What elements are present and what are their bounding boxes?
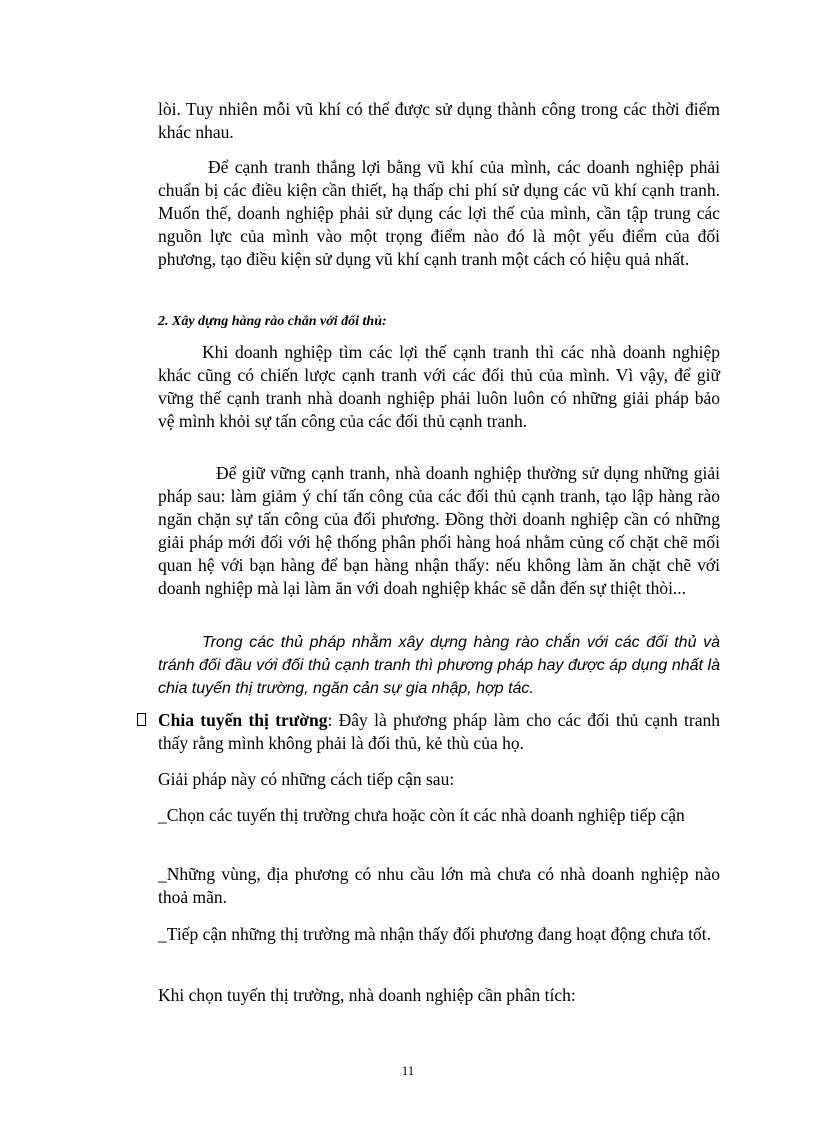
paragraph-competitor-strategy: Khi doanh nghiệp tìm các lợi thế cạnh tranh thì các nhà doanh nghiệp khác cũng có chiến lược cạnh tranh với các đối thủ của mình. Vì vậy, để giữ vững thế cạnh tranh nhà doanh nghiệp phải luôn luôn có những giải pháp bảo vệ mình khỏi sự tấn công của các đối thủ cạnh tranh.	[158, 342, 720, 431]
bullet-term: Chia tuyến thị trường	[158, 710, 328, 730]
paragraph-barrier-methods: Trong các thủ pháp nhằm xây dựng hàng rào chắn với các đối thủ và tránh đối đầu với đối thủ cạnh tranh thì phương pháp hay được áp dụng nhất là chia tuyến thị trường, ngăn cản sự gia nhập, hợp tác.	[158, 634, 720, 697]
paragraph-weapons-timing: lòi. Tuy nhiên mỗi vũ khí có thể được sử dụng thành công trong các thời điểm khác nhau.	[158, 99, 720, 142]
bullet-description: : Đây là phương pháp làm cho các đối thủ cạnh tranh thấy rằng mình không phải là đối thủ, kẻ thù của họ.	[158, 710, 720, 753]
list-item-untapped-markets: _Chọn các tuyến thị trường chưa hoặc còn ít các nhà doanh nghiệp tiếp cận	[158, 805, 685, 825]
page-number: 11	[401, 1063, 415, 1078]
bullet-market-division	[158, 709, 720, 755]
list-item-weak-competitors: _Tiếp cận những thị trường mà nhận thấy đối phương đang hoạt động chưa tốt.	[158, 924, 712, 944]
bullet-symbol-icon	[137, 713, 146, 726]
paragraph-approaches-intro: Giải pháp này có những cách tiếp cận sau:	[158, 769, 455, 789]
paragraph-defense-solutions: Để giữ vững cạnh tranh, nhà doanh nghiệp thường sử dụng những giải pháp sau: làm giảm ý chí tấn công của các đối thủ cạnh tranh, tạo lập hàng rào ngăn chặn sự tấn công của đối phương. Đồng thời doanh nghiệp cần có những giải pháp mới đối với hệ thống phân phối hàng hoá nhằm củng cố chặt chẽ mối quan hệ với bạn hàng để bạn hàng nhận thấy: nếu không làm ăn chặt chẽ với doanh nghiệp mà lại làm ăn với doah nghiệp khác sẽ dẫn đến sự thiệt thòi...	[158, 463, 720, 598]
list-item-high-demand-regions: _Những vùng, địa phương có nhu cầu lớn mà chưa có nhà doanh nghiệp nào thoả mãn.	[158, 864, 720, 907]
paragraph-competitive-weapons: Để cạnh tranh thắng lợi bằng vũ khí của mình, các doanh nghiệp phải chuẩn bị các điều kiện cần thiết, hạ thấp chi phí sử dụng các vũ khí cạnh tranh. Muốn thế, doanh nghiệp phải sử dụng các lợi thế của mình, cần tập trung các nguồn lực của mình vào một trọng điểm nào đó là một yếu điểm của đối phương, tạo điều kiện sử dụng vũ khí cạnh tranh một cách có hiệu quả nhất.	[158, 157, 720, 269]
paragraph-analysis-intro: Khi chọn tuyến thị trường, nhà doanh nghiệp cần phân tích:	[158, 985, 576, 1005]
section-heading: 2. Xây dựng hàng rào chắn với đối thủ:	[158, 314, 387, 329]
